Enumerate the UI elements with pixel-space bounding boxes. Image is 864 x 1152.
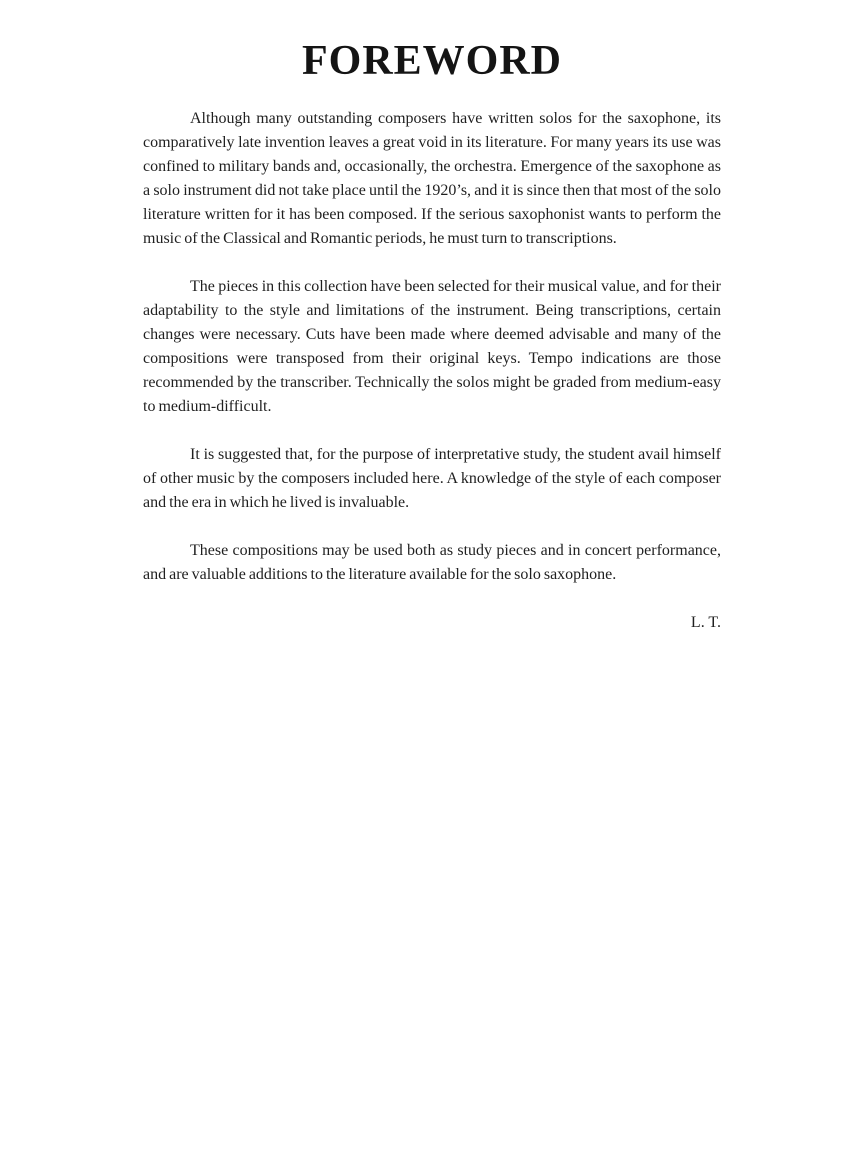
paragraph-4: These compositions may be used both as study pieces and in concert performance, and are valuable additions to the literature available for the solo saxophone. xyxy=(143,542,721,584)
paragraph-3: It is suggested that, for the purpose of interpretative study, the student avail himself of other music by the composers included here. A knowledge of the style of each composer and the era in which he lived is invaluable. xyxy=(143,446,721,512)
signature-initials: L. T. xyxy=(690,614,721,632)
foreword-body xyxy=(143,107,721,635)
page-title: FOREWORD xyxy=(302,38,562,84)
paragraph-2: The pieces in this collection have been selected for their musical value, and for their adaptability to the style and limitations of the instrument. Being transcriptions, certain changes were necessary. Cuts have been made where deemed advisable and many of the compositions were transposed from their original keys. Tempo indications are those recommended by the transcriber. Technically the solos might be graded from medium-easy to medium-difficult. xyxy=(143,278,721,416)
paragraph-1: Although many outstanding composers have written solos for the saxophone, its comparatively late invention leaves a great void in its literature. For many years its use was confined to military bands and, occasionally, the orchestra. Emergence of the saxophone as a solo instrument did not take place until the 1920’s, and it is since then that most of the solo literature written for it has been composed. If the serious saxophonist wants to perform the music of the Classical and Romantic periods, he must turn to transcriptions. xyxy=(143,110,721,248)
